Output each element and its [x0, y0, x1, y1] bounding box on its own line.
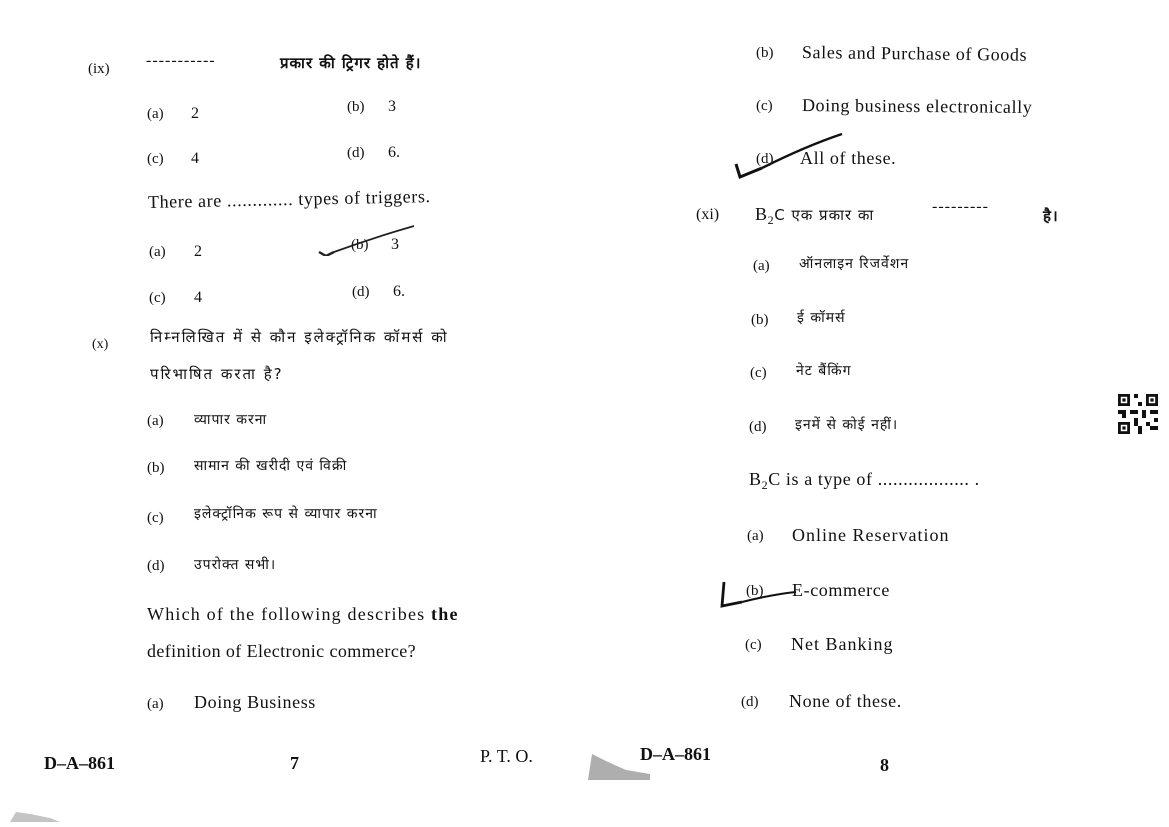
option-label: (a) — [147, 696, 164, 712]
question-stem-hindi-line1: निम्नलिखित में से कौन इलेक्ट्रॉनिक कॉमर्स को — [150, 328, 449, 346]
option-text: ई कॉमर्स — [797, 310, 846, 326]
option-label: (b) — [147, 460, 165, 476]
option-text: 3 — [391, 236, 399, 253]
page-number: 7 — [290, 753, 299, 773]
option-label: (c) — [750, 365, 767, 381]
option-text: All of these. — [800, 148, 897, 168]
paper-code: D–A–861 — [640, 744, 711, 764]
question-number-ix: (ix) — [88, 61, 110, 77]
option-label: (c) — [745, 637, 762, 653]
option-label: (d) — [147, 558, 165, 574]
option-text: E-commerce — [792, 580, 890, 600]
question-stem-english: $B_2C$ is a type of .................. . — [749, 469, 980, 492]
option-label: (b) — [351, 237, 369, 253]
blank-line: --------- — [932, 198, 989, 215]
option-label: (a) — [747, 528, 764, 544]
option-label: (b) — [347, 99, 365, 115]
page-number: 8 — [880, 755, 889, 775]
option-label: (d) — [756, 151, 774, 167]
option-text: Doing Business — [194, 692, 316, 712]
option-text: सामान की खरीदी एवं विक्री — [194, 458, 348, 474]
option-text: Doing business electronically — [801, 95, 1033, 118]
question-stem-english-line2: definition of Electronic commerce? — [147, 641, 416, 661]
option-text: नेट बैंकिंग — [796, 363, 852, 379]
option-label: (d) — [352, 284, 370, 300]
blank-line: ----------- — [146, 52, 216, 69]
paper-code: D–A–861 — [44, 753, 115, 773]
question-stem-hindi: प्रकार की ट्रिगर होते हैं। — [280, 54, 422, 72]
option-label: (a) — [147, 106, 164, 122]
option-label: (c) — [756, 98, 773, 114]
option-label: (a) — [147, 413, 164, 429]
option-label: (b) — [756, 45, 774, 61]
option-label: (c) — [149, 290, 166, 306]
option-text: इलेक्ट्रॉनिक रूप से व्यापार करना — [194, 506, 378, 522]
question-stem-hindi-line2: परिभाषित करता है? — [150, 365, 284, 383]
pto-text: P. T. O. — [480, 746, 533, 766]
tick-mark-icon — [316, 222, 416, 256]
question-stem-hindi: $B_2C$ एक प्रकार का — [755, 204, 875, 227]
option-label: (c) — [147, 510, 164, 526]
option-text: 2 — [194, 243, 202, 260]
option-text: 4 — [194, 289, 202, 306]
question-stem-end: है। — [1043, 207, 1059, 225]
option-text: 4 — [191, 150, 199, 167]
option-text: Net Banking — [791, 634, 894, 654]
option-text: 6. — [388, 144, 400, 161]
option-text: इनमें से कोई नहीं। — [795, 417, 899, 433]
option-text: व्यापार करना — [194, 412, 268, 428]
question-stem-english: There are ............. types of triggers. — [147, 186, 431, 212]
option-text: 6. — [393, 283, 405, 300]
option-label: (b) — [746, 583, 764, 599]
option-label: (a) — [149, 244, 166, 260]
option-text: Online Reservation — [792, 525, 950, 545]
question-number-xi: (xi) — [696, 206, 720, 223]
option-label: (a) — [753, 258, 770, 274]
option-text: 2 — [191, 105, 199, 122]
tick-mark-icon — [732, 130, 844, 180]
question-stem-english-line1: Which of the following describes the — [147, 604, 459, 624]
option-label: (b) — [751, 312, 769, 328]
option-text: उपरोक्त सभी। — [194, 557, 277, 573]
tick-mark-icon — [718, 576, 798, 610]
option-text: Sales and Purchase of Goods — [801, 42, 1028, 65]
option-text: ऑनलाइन रिजर्वेशन — [799, 256, 910, 272]
option-label: (d) — [749, 419, 767, 435]
question-number-x: (x) — [92, 337, 109, 352]
scan-smudge — [10, 804, 60, 822]
option-label: (d) — [741, 694, 759, 710]
qr-code-icon — [1118, 394, 1158, 434]
option-text: 3 — [388, 98, 396, 115]
option-label: (c) — [147, 151, 164, 167]
option-text: None of these. — [789, 691, 902, 711]
option-label: (d) — [347, 145, 365, 161]
scan-smudge — [588, 744, 650, 780]
